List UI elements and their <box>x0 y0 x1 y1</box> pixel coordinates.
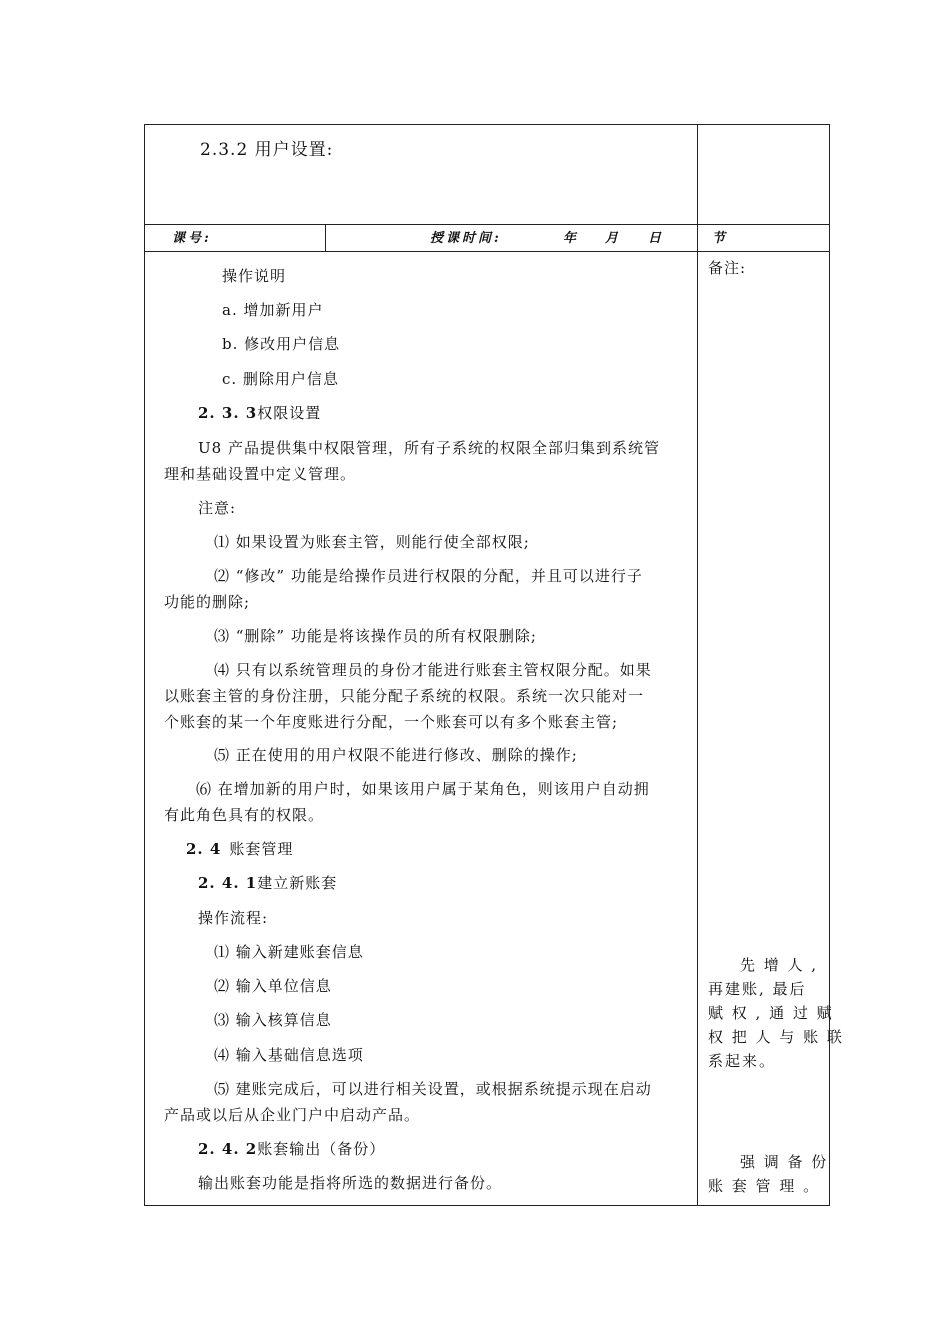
remark-note-1-line: 系起来。 <box>708 1052 777 1070</box>
intro-line-1: U8 产品提供集中权限管理，所有子系统的权限全部归集到系统管 <box>198 439 660 457</box>
note-item-6-line-2: 有此角色具有的权限。 <box>164 806 325 824</box>
note-item-2-line-2: 功能的删除; <box>164 593 251 611</box>
notice-label: 注意: <box>198 499 237 517</box>
section-number: 2. 3. 3 <box>198 404 258 422</box>
year-label: 年 <box>563 231 580 246</box>
row-divider-header-top <box>144 224 830 225</box>
note-item-4-line-2: 以账套主管的身份注册，只能分配子系统的权限。系统一次只能对一 <box>164 687 645 705</box>
day-label: 日 <box>648 231 665 246</box>
remark-note-1-line: 权 把 人 与 账 联 <box>708 1028 844 1046</box>
flow-step-5-line-1: ⑸ 建账完成后，可以进行相关设置，或根据系统提示现在启动 <box>214 1080 652 1098</box>
remark-note-1-line: 先 增 人 , <box>740 956 819 974</box>
remark-note-1-line: 再建账, 最后 <box>708 980 807 998</box>
section-2-4-heading <box>186 839 293 859</box>
section-heading-text: 权限设置 <box>257 404 322 422</box>
section-heading-text: 账套输出（备份） <box>257 1140 386 1158</box>
note-item-4-line-3: 个账套的某一个年度账进行分配，一个账套可以有多个账套主管; <box>164 713 619 731</box>
flow-step-1: ⑴ 输入新建账套信息 <box>214 943 364 961</box>
period-label: 节 <box>712 231 729 246</box>
remarks-label: 备注: <box>708 259 747 277</box>
note-item-6-line-1: ⑹ 在增加新的用户时，如果该用户属于某角色，则该用户自动拥 <box>196 780 650 798</box>
section-number: 2. 4 <box>186 840 222 858</box>
section-heading-text: 建立新账套 <box>257 874 338 892</box>
remark-note-1 <box>708 953 844 1073</box>
item-c: c. 删除用户信息 <box>222 370 339 388</box>
teaching-time-label: 授课时间: <box>430 231 502 246</box>
lesson-number-label: 课号: <box>172 231 212 246</box>
intro-line-2: 理和基础设置中定义管理。 <box>164 465 357 483</box>
remark-note-2 <box>708 1150 828 1198</box>
section-number: 2. 4. 2 <box>198 1140 258 1158</box>
month-label: 月 <box>605 231 622 246</box>
backup-description: 输出账套功能是指将所选的数据进行备份。 <box>198 1174 503 1192</box>
remark-note-2-line: 账 套 管 理 。 <box>708 1177 821 1195</box>
note-item-1: ⑴ 如果设置为账套主管，则能行使全部权限; <box>214 533 530 551</box>
flow-step-5-line-2: 产品或以后从企业门户中启动产品。 <box>164 1106 421 1124</box>
section-title: 2.3.2 用户设置: <box>200 140 334 160</box>
note-item-4-line-1: ⑷ 只有以系统管理员的身份才能进行账套主管权限分配。如果 <box>214 661 652 679</box>
item-b: b. 修改用户信息 <box>222 335 341 353</box>
row-divider-header-bottom <box>144 251 830 252</box>
section-number: 2. 4. 1 <box>198 874 258 892</box>
item-a: a. 增加新用户 <box>222 301 324 319</box>
note-item-5: ⑸ 正在使用的用户权限不能进行修改、删除的操作; <box>214 746 578 764</box>
section-2-4-1-heading <box>198 873 337 893</box>
flow-step-3: ⑶ 输入核算信息 <box>214 1011 332 1029</box>
section-heading-text: 账套管理 <box>229 840 294 858</box>
section-2-3-3-heading <box>198 403 321 423</box>
flow-step-2: ⑵ 输入单位信息 <box>214 977 332 995</box>
note-item-3: ⑶ “删除” 功能是将该操作员的所有权限删除; <box>214 627 537 645</box>
column-divider <box>697 124 698 1206</box>
header-cell-divider <box>325 224 326 251</box>
remark-note-1-line: 赋 权 , 通 过 赋 <box>708 1004 834 1022</box>
remark-note-2-line: 强 调 备 份 <box>740 1153 829 1171</box>
operation-description: 操作说明 <box>222 267 287 285</box>
operation-flow-label: 操作流程: <box>198 909 269 927</box>
flow-step-4: ⑷ 输入基础信息选项 <box>214 1046 364 1064</box>
note-item-2-line-1: ⑵ “修改” 功能是给操作员进行权限的分配，并且可以进行子 <box>214 567 643 585</box>
section-2-4-2-heading <box>198 1139 385 1159</box>
